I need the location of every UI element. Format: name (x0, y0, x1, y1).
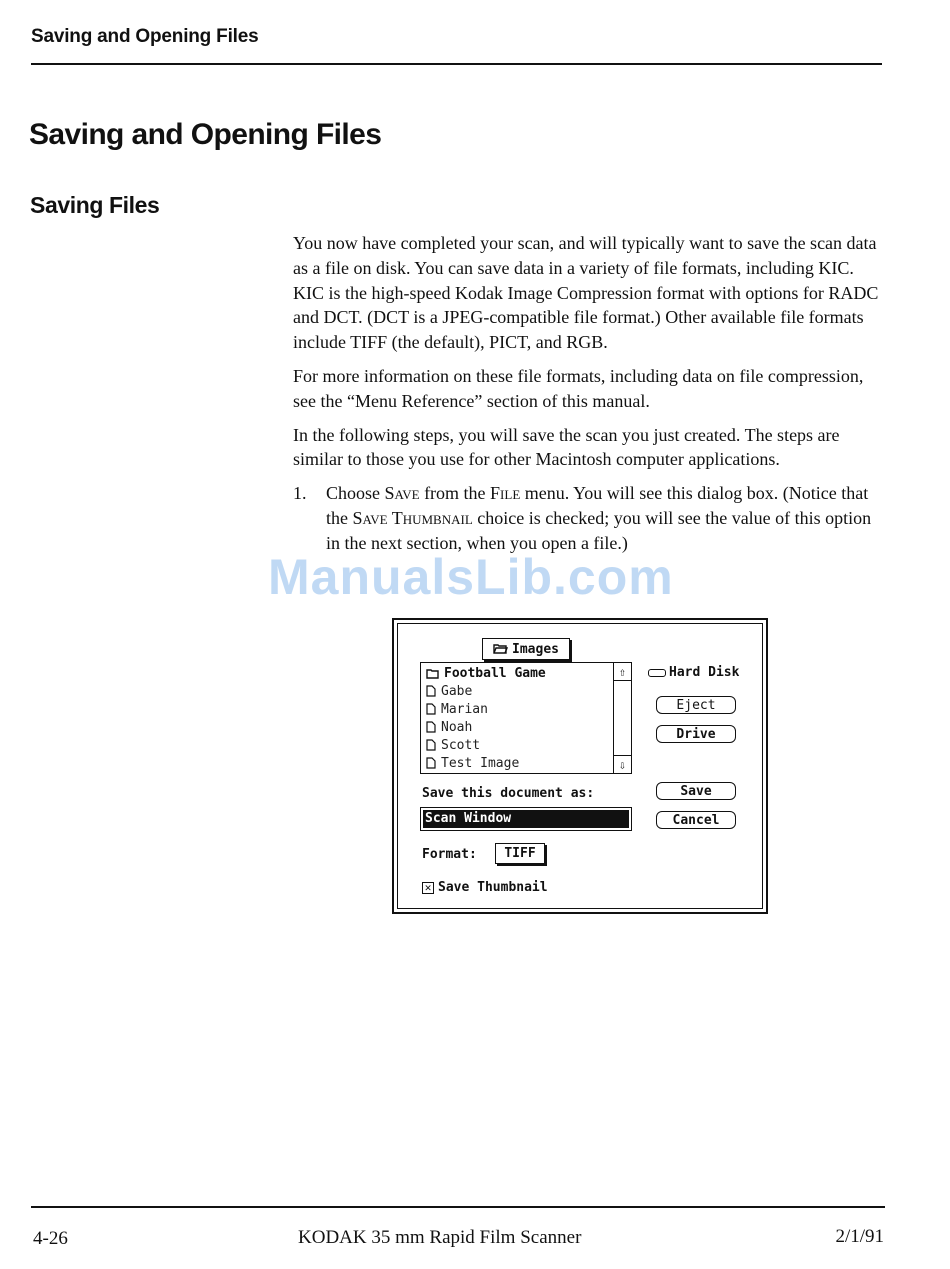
file-name: Marian (441, 701, 488, 717)
section-title: Saving Files (30, 192, 160, 218)
chapter-title: Saving and Opening Files (29, 118, 382, 151)
file-name: Test Image (441, 755, 520, 771)
paragraph-steps-intro: In the following steps, you will save the scan you just created. The steps are similar to those you use for other Macintosh computer applications. (293, 424, 840, 470)
cancel-button[interactable]: Cancel (656, 811, 736, 829)
disk-name (648, 665, 739, 680)
drive-button[interactable]: Drive (656, 725, 736, 743)
paragraph-intro: You now have completed your scan, and will typically want to save the scan data as a file on disk. You can save data in a variety of file formats, including KIC. KIC is the high-speed Kodak Image Compression format with options for RADC and DCT. (DCT is a JPEG-compatible file format.) Other available file formats include TIFF (the default), PICT, and RGB. (293, 233, 879, 353)
disk-name-label: Hard Disk (669, 665, 740, 680)
dialog-frame (397, 623, 763, 909)
filename-value[interactable]: Scan Window (423, 810, 629, 828)
page-number: 4-26 (33, 1228, 68, 1249)
file-name: Football Game (444, 665, 546, 681)
file-name: Scott (441, 737, 481, 753)
footer-date: 2/1/91 (835, 1226, 884, 1247)
step-text: Choose (326, 483, 385, 504)
step-item (293, 481, 883, 555)
list-item[interactable] (421, 736, 613, 754)
document-icon (426, 739, 436, 751)
scroll-up-arrow-icon[interactable]: ⇧ (614, 663, 631, 681)
file-name: Noah (441, 719, 473, 735)
save-dialog (392, 618, 768, 914)
format-label: Format: (422, 847, 477, 862)
folder-open-icon (493, 643, 508, 655)
folder-icon (426, 668, 439, 679)
list-item[interactable] (421, 754, 613, 772)
paragraph-formats-info: For more information on these file formats, including data on file compression, see the “Menu Reference” section of this manual. (293, 365, 864, 411)
list-item[interactable] (421, 718, 613, 736)
scroll-down-arrow-icon[interactable]: ⇩ (614, 755, 631, 773)
list-scrollbar[interactable] (613, 663, 631, 773)
hard-disk-icon (648, 669, 666, 677)
document-icon (426, 757, 436, 769)
eject-button[interactable]: Eject (656, 696, 736, 714)
save-thumbnail-option[interactable] (422, 880, 548, 895)
watermark: ManualsLib.com (268, 549, 674, 605)
menu-name-file: File (490, 483, 521, 504)
header-rule (31, 63, 882, 65)
list-item[interactable] (421, 700, 613, 718)
folder-popup[interactable] (482, 638, 570, 660)
document-icon (426, 685, 436, 697)
document-icon (426, 703, 436, 715)
running-head: Saving and Opening Files (31, 26, 259, 47)
folder-popup-label: Images (512, 641, 559, 657)
list-item[interactable] (421, 682, 613, 700)
file-name: Gabe (441, 683, 473, 699)
option-save-thumbnail: Save Thumbnail (352, 507, 473, 528)
save-thumbnail-checkbox[interactable]: ✕ (422, 882, 434, 894)
file-items (421, 663, 613, 773)
step-number: 1. (293, 483, 307, 504)
steps-list (293, 481, 883, 555)
footer-rule (31, 1206, 885, 1208)
save-as-label: Save this document as: (422, 786, 595, 801)
save-button[interactable]: Save (656, 782, 736, 800)
step-text: choice is checked; you will see the value of this option in the next section, when you open a file.) (326, 507, 872, 553)
footer-title: KODAK 35 mm Rapid Film Scanner (298, 1227, 582, 1248)
list-item-folder[interactable] (421, 664, 613, 682)
step-text: from the (419, 483, 491, 504)
body-text (293, 231, 883, 556)
document-icon (426, 721, 436, 733)
file-list[interactable] (420, 662, 632, 774)
format-popup[interactable]: TIFF (495, 843, 545, 864)
save-thumbnail-label: Save Thumbnail (438, 880, 548, 895)
step-text: menu. You will see this dialog box. (Notice that the (326, 483, 869, 528)
menu-command-save: Save (384, 483, 420, 504)
filename-field[interactable] (420, 807, 632, 831)
